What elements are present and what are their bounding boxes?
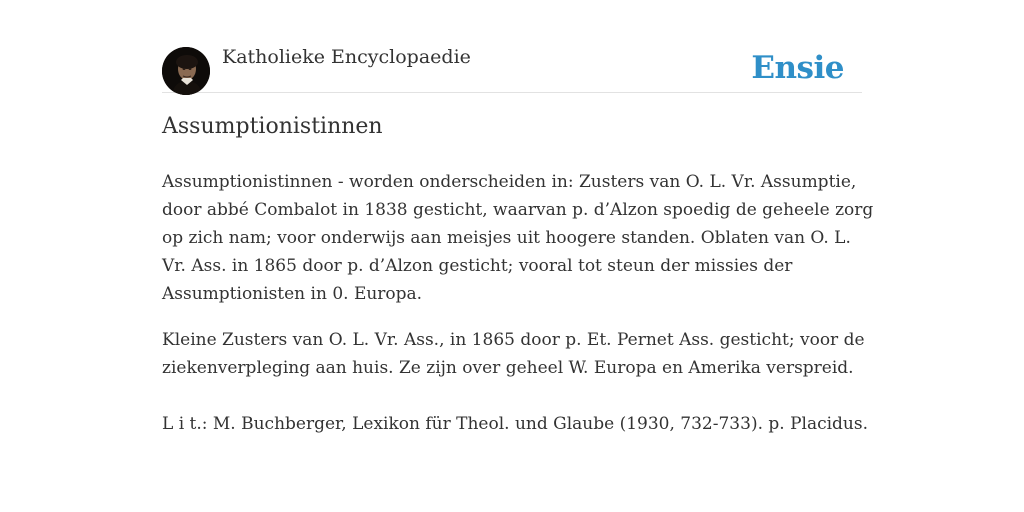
article-title: Assumptionistinnen bbox=[162, 114, 383, 139]
literature-reference bbox=[162, 410, 868, 438]
text-line: op zich nam; voor onderwijs aan meisjes uit hoogere standen. Oblaten van O. L. bbox=[162, 228, 851, 248]
text-line: ziekenverpleging aan huis. Ze zijn over geheel W. Europa en Amerika verspreid. bbox=[162, 358, 854, 378]
text-line: L i t.: M. Buchberger, Lexikon für Theol. und Glaube (1930, 732-733). p. Placidus. bbox=[162, 414, 868, 434]
text-line: Vr. Ass. in 1865 door p. d’Alzon gesticht; vooral tot steun der missies der bbox=[162, 256, 793, 276]
article-paragraph bbox=[162, 326, 865, 382]
text-line: Assumptionisten in 0. Europa. bbox=[162, 284, 423, 304]
text-line: Assumptionistinnen - worden onderscheiden in: Zusters van O. L. Vr. Assumptie, bbox=[162, 172, 857, 192]
article-paragraph bbox=[162, 168, 874, 308]
header bbox=[162, 44, 862, 93]
portrait-avatar-icon[interactable] bbox=[162, 47, 210, 95]
ensie-logo[interactable]: Ensie bbox=[751, 50, 844, 86]
text-line: Kleine Zusters van O. L. Vr. Ass., in 1865 door p. Et. Pernet Ass. gesticht; voor de bbox=[162, 330, 865, 350]
article-body bbox=[162, 168, 874, 456]
encyclopedia-name[interactable]: Katholieke Encyclopaedie bbox=[222, 46, 471, 68]
text-line: door abbé Combalot in 1838 gesticht, waarvan p. d’Alzon spoedig de geheele zorg bbox=[162, 200, 874, 220]
